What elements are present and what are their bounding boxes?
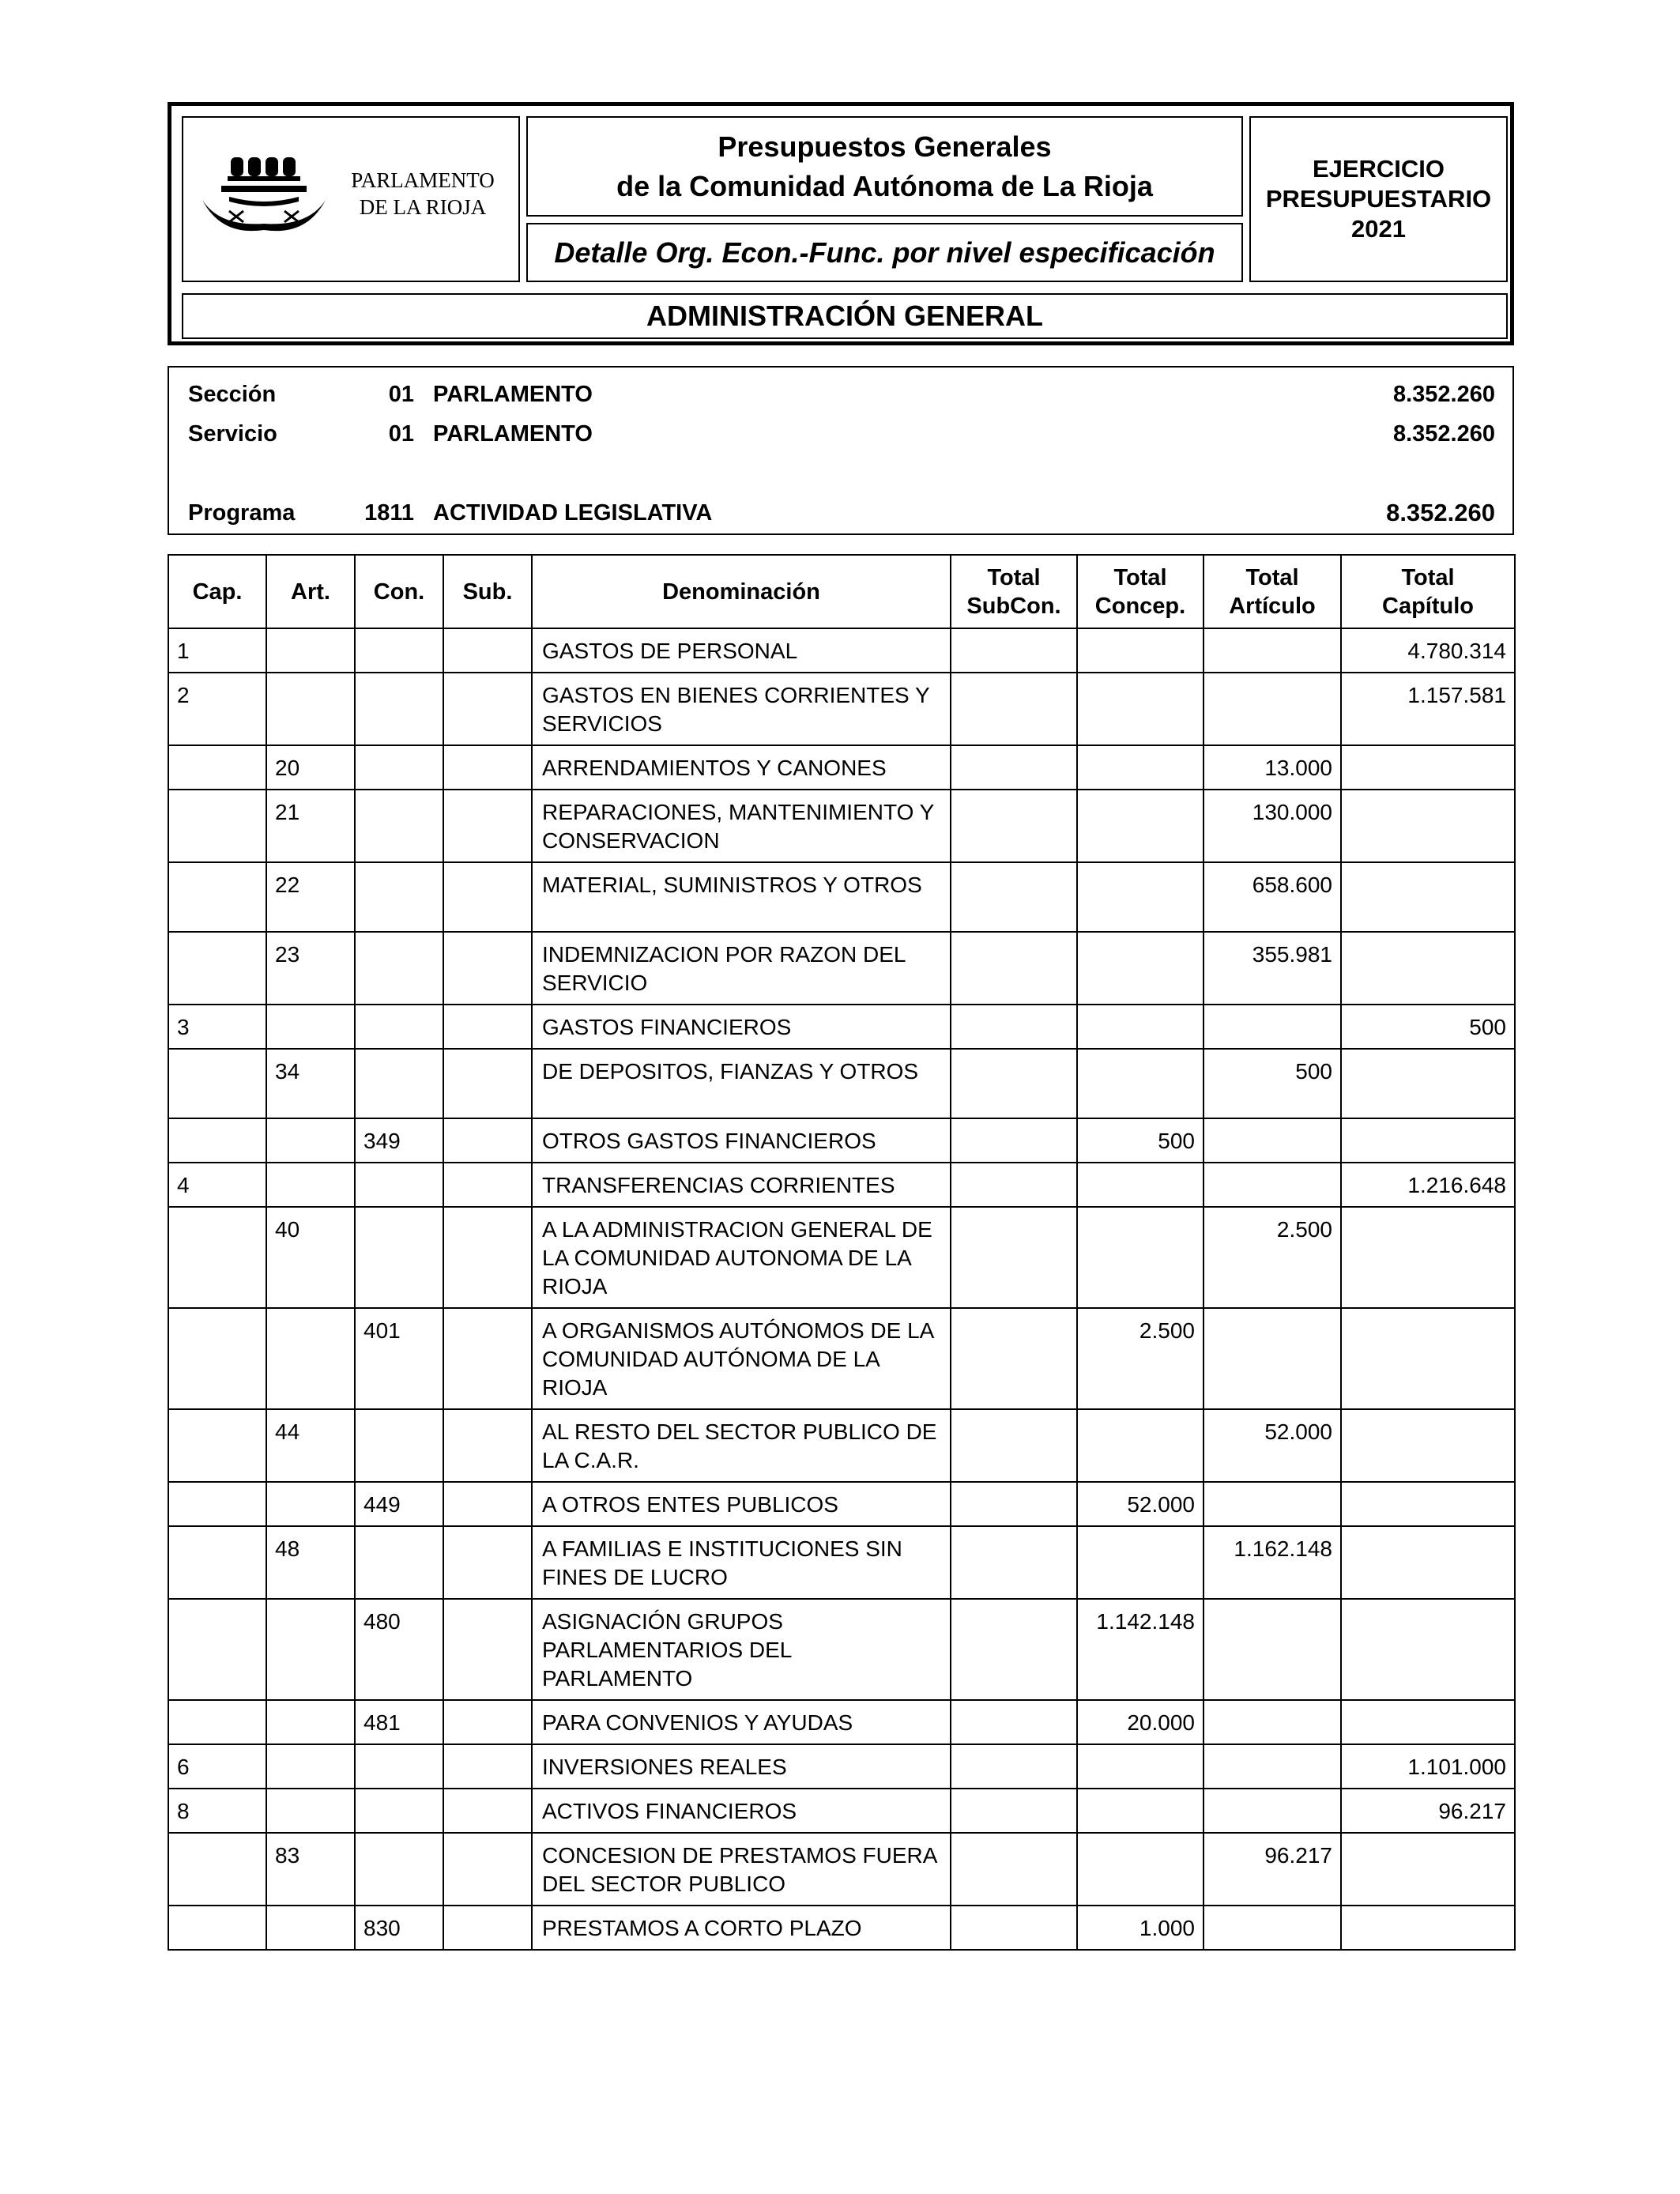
cell-total-capitulo [1341, 932, 1515, 1005]
header-total-concep-line2: Concep. [1094, 593, 1186, 619]
cell-denominacion: AL RESTO DEL SECTOR PUBLICO DE LA C.A.R. [532, 1409, 951, 1482]
cell-con: 349 [355, 1118, 443, 1163]
servicio-label: Servicio [188, 421, 277, 447]
cell-cap [168, 1526, 266, 1599]
cell-total-concep [1077, 1207, 1203, 1308]
cell-total-subcon [951, 1163, 1077, 1207]
cell-total-capitulo [1341, 1526, 1515, 1599]
cell-art: 22 [266, 862, 355, 932]
cell-total-concep [1077, 1005, 1203, 1049]
table-row [168, 1700, 1515, 1744]
cell-sub [443, 1906, 532, 1950]
table-row [168, 1308, 1515, 1409]
cell-art [266, 1906, 355, 1950]
cell-total-subcon [951, 1207, 1077, 1308]
table-row [168, 745, 1515, 790]
cell-total-capitulo: 1.216.648 [1341, 1163, 1515, 1207]
cell-total-concep: 1.142.148 [1077, 1599, 1203, 1700]
cell-cap [168, 1049, 266, 1118]
cell-total-articulo [1203, 1599, 1341, 1700]
cell-cap [168, 1599, 266, 1700]
cell-total-concep [1077, 862, 1203, 932]
document-header [168, 102, 1514, 345]
cell-total-articulo: 130.000 [1203, 790, 1341, 862]
header-total-capitulo [1341, 555, 1515, 628]
cell-total-subcon [951, 1700, 1077, 1744]
cell-total-capitulo [1341, 790, 1515, 862]
cell-con: 480 [355, 1599, 443, 1700]
seccion-amount: 8.352.260 [1392, 382, 1495, 407]
cell-con [355, 1526, 443, 1599]
cell-denominacion: A ORGANISMOS AUTÓNOMOS DE LA COMUNIDAD AUTÓNOMA DE LA RIOJA [532, 1308, 951, 1409]
cell-con [355, 628, 443, 673]
title-line1: Presupuestos Generales [718, 130, 1052, 163]
cell-total-concep [1077, 932, 1203, 1005]
cell-sub [443, 628, 532, 673]
cell-total-capitulo [1341, 1833, 1515, 1906]
header-total-subcon-line1: Total [987, 564, 1041, 590]
ejercicio-line1: EJERCICIO [1312, 155, 1445, 183]
table-row [168, 1833, 1515, 1906]
cell-denominacion: A OTROS ENTES PUBLICOS [532, 1482, 951, 1526]
table-row [168, 1482, 1515, 1526]
budget-detail-table [168, 554, 1516, 1951]
cell-total-concep [1077, 628, 1203, 673]
logo-text-line2: DE LA RIOJA [359, 195, 487, 219]
ejercicio-line2: PRESUPUESTARIO [1265, 185, 1492, 213]
header-denominacion: Denominación [532, 555, 951, 628]
cell-total-articulo [1203, 673, 1341, 745]
seccion-row [169, 379, 1512, 410]
header-total-subcon-line2: SubCon. [966, 593, 1061, 619]
cell-con [355, 1409, 443, 1482]
budget-table-body [168, 628, 1515, 1950]
cell-con [355, 1005, 443, 1049]
cell-art [266, 1005, 355, 1049]
cell-cap [168, 862, 266, 932]
table-row [168, 932, 1515, 1005]
cell-total-subcon [951, 1833, 1077, 1906]
cell-total-capitulo [1341, 1599, 1515, 1700]
table-row [168, 673, 1515, 745]
cell-sub [443, 790, 532, 862]
cell-total-subcon [951, 1308, 1077, 1409]
cell-cap [168, 745, 266, 790]
fiscal-year: 2021 [1351, 215, 1406, 243]
cell-con [355, 1163, 443, 1207]
servicio-row [169, 418, 1512, 450]
header-total-articulo [1203, 555, 1341, 628]
cell-total-subcon [951, 1744, 1077, 1789]
cell-cap: 3 [168, 1005, 266, 1049]
seccion-name: PARLAMENTO [433, 382, 593, 407]
cell-sub [443, 1482, 532, 1526]
cell-denominacion: ASIGNACIÓN GRUPOS PARLAMENTARIOS DEL PARLAMENTO [532, 1599, 951, 1700]
cell-sub [443, 1526, 532, 1599]
cell-denominacion: REPARACIONES, MANTENIMIENTO Y CONSERVACION [532, 790, 951, 862]
cell-sub [443, 673, 532, 745]
cell-total-articulo: 52.000 [1203, 1409, 1341, 1482]
cell-art [266, 1700, 355, 1744]
cell-total-concep [1077, 1789, 1203, 1833]
cell-art: 40 [266, 1207, 355, 1308]
cell-total-subcon [951, 1005, 1077, 1049]
cell-cap [168, 1118, 266, 1163]
cell-sub [443, 745, 532, 790]
table-row [168, 1789, 1515, 1833]
table-row [168, 790, 1515, 862]
cell-denominacion: PRESTAMOS A CORTO PLAZO [532, 1906, 951, 1950]
cell-sub [443, 932, 532, 1005]
cell-total-articulo: 1.162.148 [1203, 1526, 1341, 1599]
servicio-amount: 8.352.260 [1392, 421, 1495, 447]
cell-total-subcon [951, 1118, 1077, 1163]
administration-title: ADMINISTRACIÓN GENERAL [182, 293, 1508, 339]
table-row [168, 1744, 1515, 1789]
cell-total-subcon [951, 628, 1077, 673]
cell-total-capitulo: 96.217 [1341, 1789, 1515, 1833]
cell-cap [168, 790, 266, 862]
cell-sub [443, 1409, 532, 1482]
table-row [168, 1005, 1515, 1049]
cell-art [266, 1599, 355, 1700]
table-row [168, 628, 1515, 673]
seccion-code: 01 [388, 382, 414, 407]
cell-art: 48 [266, 1526, 355, 1599]
cell-total-articulo [1203, 1700, 1341, 1744]
table-row [168, 1163, 1515, 1207]
cell-cap [168, 1308, 266, 1409]
cell-total-capitulo [1341, 1906, 1515, 1950]
cell-sub [443, 1049, 532, 1118]
cell-total-articulo [1203, 1744, 1341, 1789]
cell-total-articulo [1203, 1789, 1341, 1833]
header-sub: Sub. [443, 555, 532, 628]
cell-sub [443, 1207, 532, 1308]
cell-total-concep [1077, 1163, 1203, 1207]
cell-art: 21 [266, 790, 355, 862]
cell-total-articulo [1203, 1163, 1341, 1207]
programa-code: 1811 [364, 500, 414, 526]
cell-sub [443, 1118, 532, 1163]
cell-total-subcon [951, 1599, 1077, 1700]
cell-con [355, 1744, 443, 1789]
cell-total-articulo: 96.217 [1203, 1833, 1341, 1906]
cell-total-articulo [1203, 1005, 1341, 1049]
header-art: Art. [266, 555, 355, 628]
cell-art: 44 [266, 1409, 355, 1482]
cell-art [266, 1163, 355, 1207]
cell-con [355, 1207, 443, 1308]
cell-total-articulo: 658.600 [1203, 862, 1341, 932]
cell-total-concep [1077, 1049, 1203, 1118]
cell-total-subcon [951, 1906, 1077, 1950]
table-row [168, 1906, 1515, 1950]
cell-total-concep [1077, 790, 1203, 862]
cell-total-subcon [951, 673, 1077, 745]
cell-total-capitulo [1341, 862, 1515, 932]
cell-total-articulo [1203, 628, 1341, 673]
table-row [168, 862, 1515, 932]
programa-label: Programa [188, 500, 296, 526]
cell-total-subcon [951, 932, 1077, 1005]
cell-total-subcon [951, 1482, 1077, 1526]
cell-total-capitulo [1341, 1118, 1515, 1163]
cell-cap: 4 [168, 1163, 266, 1207]
cell-total-concep [1077, 1409, 1203, 1482]
cell-cap [168, 1700, 266, 1744]
budget-section-info [168, 366, 1514, 535]
parliament-emblem-icon [198, 148, 332, 243]
header-total-subcon [951, 555, 1077, 628]
cell-total-subcon [951, 1526, 1077, 1599]
cell-con [355, 1789, 443, 1833]
cell-total-articulo [1203, 1482, 1341, 1526]
cell-total-articulo [1203, 1308, 1341, 1409]
cell-total-capitulo [1341, 1308, 1515, 1409]
cell-cap: 1 [168, 628, 266, 673]
cell-cap [168, 1833, 266, 1906]
cell-art: 83 [266, 1833, 355, 1906]
cell-denominacion: A LA ADMINISTRACION GENERAL DE LA COMUNIDAD AUTONOMA DE LA RIOJA [532, 1207, 951, 1308]
cell-total-concep: 500 [1077, 1118, 1203, 1163]
cell-art [266, 1482, 355, 1526]
cell-cap: 6 [168, 1744, 266, 1789]
programa-name: ACTIVIDAD LEGISLATIVA [433, 500, 713, 526]
header-total-concep-line1: Total [1113, 564, 1167, 590]
servicio-code: 01 [388, 421, 414, 447]
cell-total-capitulo [1341, 1482, 1515, 1526]
cell-sub [443, 1744, 532, 1789]
cell-total-articulo [1203, 1906, 1341, 1950]
cell-total-articulo: 2.500 [1203, 1207, 1341, 1308]
cell-sub [443, 1700, 532, 1744]
cell-total-concep [1077, 673, 1203, 745]
cell-art: 20 [266, 745, 355, 790]
cell-total-capitulo: 4.780.314 [1341, 628, 1515, 673]
cell-total-capitulo [1341, 1207, 1515, 1308]
table-row [168, 1118, 1515, 1163]
cell-denominacion: GASTOS FINANCIEROS [532, 1005, 951, 1049]
cell-total-capitulo: 1.101.000 [1341, 1744, 1515, 1789]
seccion-label: Sección [188, 382, 277, 407]
cell-total-articulo: 355.981 [1203, 932, 1341, 1005]
cell-art [266, 1789, 355, 1833]
cell-total-concep: 52.000 [1077, 1482, 1203, 1526]
cell-art [266, 673, 355, 745]
title-line2: de la Comunidad Autónoma de La Rioja [616, 169, 1153, 202]
table-row [168, 1409, 1515, 1482]
cell-sub [443, 1308, 532, 1409]
cell-con: 830 [355, 1906, 443, 1950]
cell-total-subcon [951, 1409, 1077, 1482]
cell-total-subcon [951, 745, 1077, 790]
cell-sub [443, 1833, 532, 1906]
cell-cap: 8 [168, 1789, 266, 1833]
logo-text-line1: PARLAMENTO [351, 168, 495, 192]
cell-sub [443, 1163, 532, 1207]
cell-sub [443, 1789, 532, 1833]
cell-cap [168, 1207, 266, 1308]
cell-con [355, 745, 443, 790]
header-total-articulo-line1: Total [1245, 564, 1299, 590]
cell-art: 23 [266, 932, 355, 1005]
table-row [168, 1207, 1515, 1308]
cell-sub [443, 862, 532, 932]
cell-total-capitulo [1341, 1700, 1515, 1744]
cell-total-articulo: 13.000 [1203, 745, 1341, 790]
cell-con: 401 [355, 1308, 443, 1409]
cell-total-capitulo [1341, 1049, 1515, 1118]
cell-sub [443, 1599, 532, 1700]
cell-denominacion: INVERSIONES REALES [532, 1744, 951, 1789]
cell-cap [168, 932, 266, 1005]
cell-con [355, 673, 443, 745]
cell-total-subcon [951, 1789, 1077, 1833]
cell-cap [168, 1482, 266, 1526]
cell-denominacion: PARA CONVENIOS Y AYUDAS [532, 1700, 951, 1744]
cell-denominacion: GASTOS DE PERSONAL [532, 628, 951, 673]
table-row [168, 1049, 1515, 1118]
cell-total-articulo: 500 [1203, 1049, 1341, 1118]
cell-total-subcon [951, 1049, 1077, 1118]
cell-art [266, 628, 355, 673]
cell-denominacion: OTROS GASTOS FINANCIEROS [532, 1118, 951, 1163]
cell-con [355, 1833, 443, 1906]
cell-sub [443, 1005, 532, 1049]
cell-denominacion: GASTOS EN BIENES CORRIENTES Y SERVICIOS [532, 673, 951, 745]
cell-con: 449 [355, 1482, 443, 1526]
cell-total-concep [1077, 1833, 1203, 1906]
cell-denominacion: ACTIVOS FINANCIEROS [532, 1789, 951, 1833]
cell-cap: 2 [168, 673, 266, 745]
document-subtitle: Detalle Org. Econ.-Func. por nivel especificación [526, 223, 1243, 282]
cell-denominacion: MATERIAL, SUMINISTROS Y OTROS [532, 862, 951, 932]
cell-total-capitulo: 1.157.581 [1341, 673, 1515, 745]
cell-con [355, 790, 443, 862]
cell-total-concep: 1.000 [1077, 1906, 1203, 1950]
cell-total-concep: 2.500 [1077, 1308, 1203, 1409]
cell-con: 481 [355, 1700, 443, 1744]
cell-art [266, 1308, 355, 1409]
cell-total-concep [1077, 1744, 1203, 1789]
cell-total-capitulo [1341, 1409, 1515, 1482]
table-row [168, 1599, 1515, 1700]
cell-denominacion: ARRENDAMIENTOS Y CANONES [532, 745, 951, 790]
header-total-articulo-line2: Artículo [1229, 593, 1316, 619]
cell-art [266, 1118, 355, 1163]
cell-cap [168, 1906, 266, 1950]
servicio-name: PARLAMENTO [433, 421, 593, 447]
header-total-capitulo-line2: Capítulo [1382, 593, 1474, 619]
cell-total-subcon [951, 862, 1077, 932]
cell-total-concep [1077, 1526, 1203, 1599]
table-row [168, 1526, 1515, 1599]
cell-denominacion: INDEMNIZACION POR RAZON DEL SERVICIO [532, 932, 951, 1005]
cell-cap [168, 1409, 266, 1482]
header-con: Con. [355, 555, 443, 628]
cell-denominacion: TRANSFERENCIAS CORRIENTES [532, 1163, 951, 1207]
cell-total-concep [1077, 745, 1203, 790]
cell-total-capitulo: 500 [1341, 1005, 1515, 1049]
cell-total-concep: 20.000 [1077, 1700, 1203, 1744]
header-total-capitulo-line1: Total [1401, 564, 1455, 590]
cell-total-capitulo [1341, 745, 1515, 790]
cell-con [355, 1049, 443, 1118]
cell-art [266, 1744, 355, 1789]
fiscal-year-box [1249, 116, 1508, 282]
cell-denominacion: DE DEPOSITOS, FIANZAS Y OTROS [532, 1049, 951, 1118]
programa-row [169, 497, 1512, 529]
table-header-row [168, 555, 1515, 628]
cell-denominacion: A FAMILIAS E INSTITUCIONES SIN FINES DE LUCRO [532, 1526, 951, 1599]
cell-art: 34 [266, 1049, 355, 1118]
cell-denominacion: CONCESION DE PRESTAMOS FUERA DEL SECTOR PUBLICO [532, 1833, 951, 1906]
header-total-concep [1077, 555, 1203, 628]
header-cap: Cap. [168, 555, 266, 628]
parliament-logo-text [332, 167, 514, 221]
parliament-logo-box [182, 116, 520, 282]
programa-amount: 8.352.260 [1386, 499, 1495, 526]
cell-total-articulo [1203, 1118, 1341, 1163]
cell-con [355, 932, 443, 1005]
cell-con [355, 862, 443, 932]
document-title [526, 116, 1243, 217]
cell-total-subcon [951, 790, 1077, 862]
